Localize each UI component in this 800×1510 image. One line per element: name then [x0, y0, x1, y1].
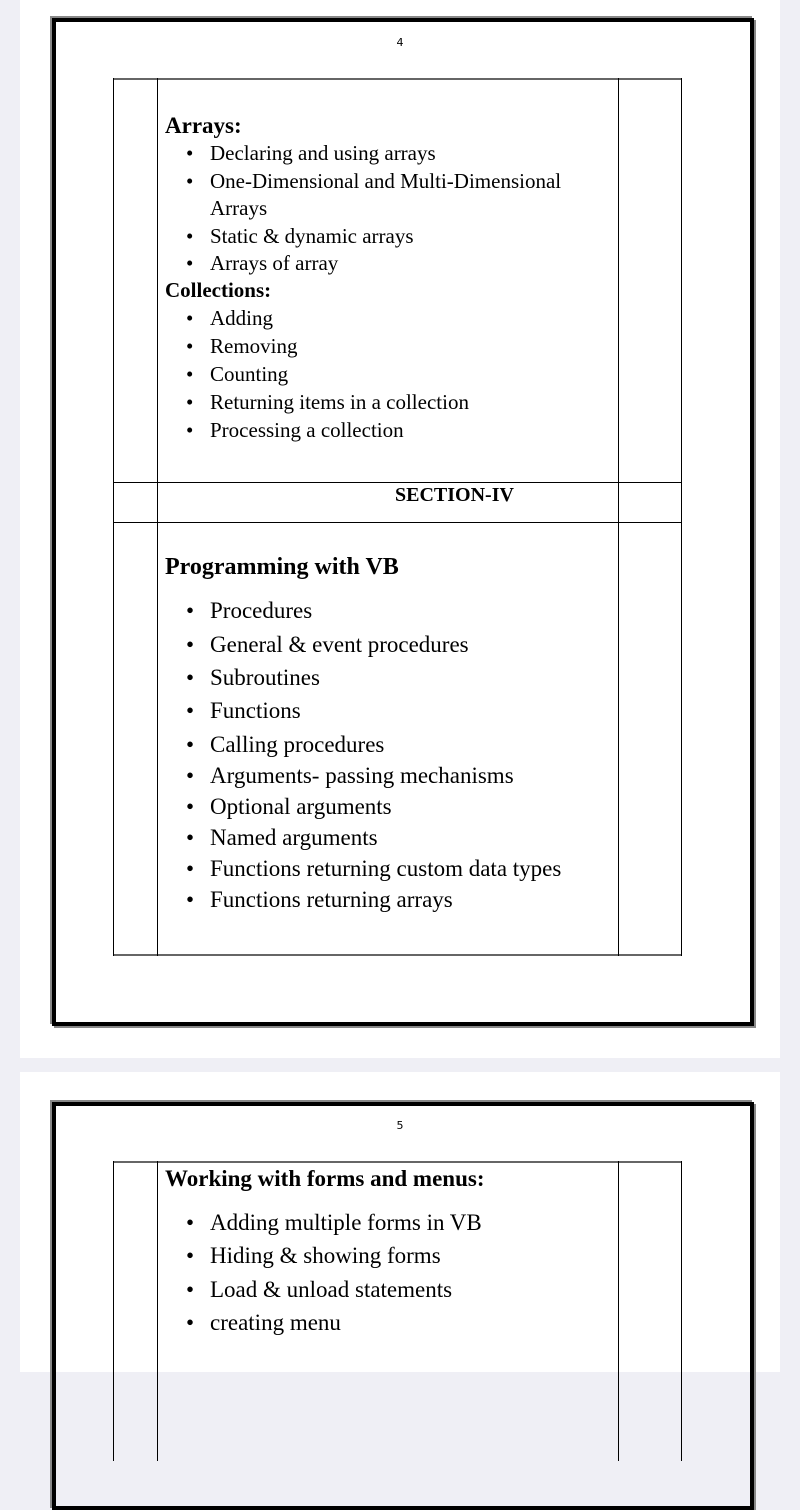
list-item: • Functions — [210, 699, 301, 722]
pdf-page-5 — [20, 1072, 780, 1372]
list-item: • creating menu — [210, 1311, 341, 1334]
list-item: • Processing a collection — [210, 420, 404, 441]
list-item: • Adding — [210, 308, 273, 329]
list-item: • Calling procedures — [210, 733, 384, 756]
page-number: 4 — [396, 36, 404, 49]
forms-heading: Working with forms and menus: — [165, 1166, 485, 1191]
section-heading: SECTION-IV — [395, 484, 514, 506]
list-item: • Optional arguments — [210, 795, 392, 818]
list-item: • Load & unload statements — [210, 1278, 452, 1301]
list-item: • Subroutines — [210, 666, 320, 689]
arrays-heading: Arrays: — [165, 113, 242, 138]
list-item: • Named arguments — [210, 826, 378, 849]
list-item: • Arrays of array — [210, 253, 338, 274]
list-item: • Functions returning arrays — [210, 888, 453, 911]
list-item: • Hiding & showing forms — [210, 1244, 441, 1267]
list-item: • Counting — [210, 364, 288, 385]
list-item: • Returning items in a collection — [210, 392, 469, 413]
list-item: • Declaring and using arrays — [210, 143, 436, 164]
list-item: • General & event procedures — [210, 633, 469, 656]
list-item: • Removing — [210, 336, 298, 357]
list-item: • Arguments- passing mechanisms — [210, 764, 514, 787]
list-item: • One-Dimensional and Multi-Dimensional — [210, 171, 561, 192]
list-item: • Functions returning custom data types — [210, 857, 561, 880]
collections-heading: Collections: — [165, 278, 272, 302]
page-number: 5 — [396, 1119, 404, 1132]
list-item: • Static & dynamic arrays — [210, 226, 414, 247]
list-item: • Adding multiple forms in VB — [210, 1211, 482, 1234]
pdf-page-4 — [20, 0, 780, 1058]
list-item: • Procedures — [210, 599, 312, 622]
list-item-continuation: Arrays — [210, 196, 268, 220]
programming-heading: Programming with VB — [165, 554, 399, 580]
